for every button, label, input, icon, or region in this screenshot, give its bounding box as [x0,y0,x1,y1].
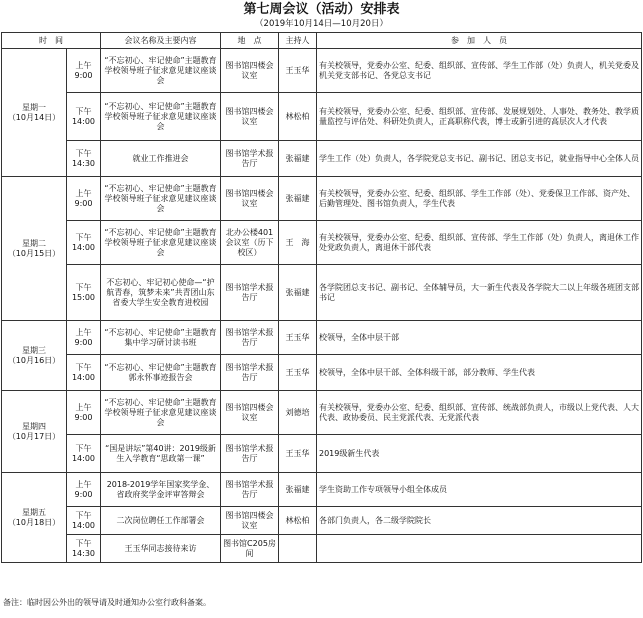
table-row [2,49,642,93]
meeting-place: 图书馆四楼会议室 [221,507,279,535]
meeting-host: 王玉华 [279,321,317,355]
meeting-host: 王玉华 [279,355,317,391]
period: 上午 [75,327,92,337]
meeting-host: 张福建 [279,141,317,177]
meeting-attendees: 学生工作（处）负责人，各学院党总支书记、副书记、团总支书记，就业指导中心全体人员 [317,141,642,177]
day-cell [2,391,67,473]
meeting-attendees [317,535,642,563]
time-cell [67,473,101,507]
meeting-attendees: 有关校领导，党委办公室、纪委、组织部、宣传部、发展规划处、人事处、教务处、教学质量监控与评估处、科研处负责人，正高职称代表，博士或新引进的高层次人才代表 [317,93,642,141]
table-row [2,535,642,563]
meeting-name: “国是讲坛”第40讲：2019级新生入学教育“思政第一课” [101,435,221,473]
meeting-place: 北办公楼401会议室（历下校区） [221,221,279,265]
period: 上午 [75,188,92,198]
time-cell [67,221,101,265]
meeting-name: “不忘初心、牢记使命”主题教育学校领导班子征求意见建议座谈会 [101,177,221,221]
meeting-attendees: 校领导，全体中层干部、全体科级干部，部分教师、学生代表 [317,355,642,391]
meeting-place: 图书馆学术报告厅 [221,473,279,507]
time-cell [67,49,101,93]
meeting-attendees: 有关校领导，党委办公室、纪委、组织部、宣传部、统战部负责人，市级以上党代表、人大代表、政协委员、民主党派代表、无党派代表 [317,391,642,435]
period: 下午 [75,443,92,453]
meeting-attendees: 各部门负责人，各二级学院院长 [317,507,642,535]
day-date: （10月18日） [7,517,61,527]
meeting-place: 图书馆C205房间 [221,535,279,563]
day-date: （10月14日） [7,112,61,122]
meeting-name: 二次岗位聘任工作部署会 [101,507,221,535]
table-row [2,355,642,391]
time: 14:00 [71,372,96,382]
table-row [2,93,642,141]
meeting-name: “不忘初心、牢记使命”主题教育学校领导班子征求意见建议座谈会 [101,93,221,141]
meeting-place: 图书馆学术报告厅 [221,141,279,177]
table-row [2,507,642,535]
day-cell [2,321,67,391]
period: 下午 [75,232,92,242]
meeting-name: 就业工作推进会 [101,141,221,177]
time-cell [67,435,101,473]
day-cell [2,177,67,321]
period: 下午 [75,538,92,548]
header-attendees: 参 加 人 员 [317,33,642,49]
table-row [2,177,642,221]
time-cell [67,391,101,435]
header-time: 时 间 [2,33,101,49]
period: 上午 [75,402,92,412]
time-cell [67,321,101,355]
time-cell [67,177,101,221]
period: 下午 [75,148,92,158]
footnote: 备注：临时因公外出的领导请及时通知办公室行政科备案。 [3,598,211,607]
meeting-host: 刘德培 [279,391,317,435]
meeting-name: “不忘初心、牢记使命”主题教育学校领导班子征求意见建议座谈会 [101,49,221,93]
day-cell [2,49,67,177]
meeting-host: 王 海 [279,221,317,265]
meeting-attendees: 有关校领导，党委办公室、纪委、组织部、学生工作部（处）、党委保卫工作部、资产处、后勤管理处、图书馆负责人，学生代表 [317,177,642,221]
time: 9:00 [74,337,93,347]
day-date: （10月16日） [7,355,61,365]
meeting-place: 图书馆四楼会议室 [221,177,279,221]
period: 上午 [75,60,92,70]
day-label: 星期一 [22,102,46,112]
table-row [2,435,642,473]
header-name: 会议名称及主要内容 [101,33,221,49]
meeting-name: 王玉华同志接待来访 [101,535,221,563]
period: 下午 [75,106,92,116]
header-host: 主持人 [279,33,317,49]
meeting-name: 2018-2019学年国家奖学金、省政府奖学金评审答辩会 [101,473,221,507]
meeting-attendees: 学生资助工作专项领导小组全体成员 [317,473,642,507]
day-date: （10月15日） [7,248,61,258]
header-place: 地 点 [221,33,279,49]
time: 9:00 [74,70,93,80]
meeting-host: 王玉华 [279,435,317,473]
schedule-table [1,32,642,563]
day-date: （10月17日） [7,431,61,441]
meeting-place: 图书馆学术报告厅 [221,355,279,391]
time: 14:00 [71,520,96,530]
period: 下午 [75,510,92,520]
date-range: （2019年10月14日—10月20日） [255,19,388,29]
meeting-name: “不忘初心、牢记使命”主题教育郭永怀事迹报告会 [101,355,221,391]
time-cell [67,507,101,535]
meeting-place: 图书馆学术报告厅 [221,321,279,355]
time: 14:00 [71,116,96,126]
meeting-attendees: 各学院团总支书记、副书记、全体辅导员，大一新生代表及各学院大二以上年级各班团支部书记 [317,265,642,321]
period: 上午 [75,479,92,489]
time: 14:00 [71,453,96,463]
time-cell [67,141,101,177]
page-title: 第七周会议（活动）安排表 [243,2,400,17]
meeting-place: 图书馆学术报告厅 [221,265,279,321]
period: 下午 [75,362,92,372]
period: 下午 [75,282,92,292]
time: 14:30 [71,548,96,558]
time-cell [67,355,101,391]
meeting-place: 图书馆学术报告厅 [221,435,279,473]
time-cell [67,265,101,321]
table-row [2,265,642,321]
table-row [2,321,642,355]
meeting-name: “不忘初心、牢记使命”主题教育集中学习研讨读书班 [101,321,221,355]
day-label: 星期二 [22,238,46,248]
table-row [2,221,642,265]
table-row [2,141,642,177]
meeting-host: 张福建 [279,177,317,221]
meeting-name: “不忘初心、牢记使命”主题教育学校领导班子征求意见建议座谈会 [101,221,221,265]
meeting-host: 张福建 [279,265,317,321]
time: 14:30 [71,158,96,168]
meeting-host: 张福建 [279,473,317,507]
time-cell [67,535,101,563]
table-row [2,391,642,435]
time: 9:00 [74,198,93,208]
meeting-host [279,535,317,563]
time-cell [67,93,101,141]
meeting-host: 林松柏 [279,93,317,141]
meeting-place: 图书馆四楼会议室 [221,93,279,141]
meeting-attendees: 2019级新生代表 [317,435,642,473]
time: 14:00 [71,242,96,252]
header-row [2,33,642,49]
meeting-attendees: 有关校领导，党委办公室、纪委、组织部、宣传部、学生工作部（处）负责人，机关党委及机关党支部书记、各党总支书记 [317,49,642,93]
meeting-name: “不忘初心、牢记使命”主题教育学校领导班子征求意见建议座谈会 [101,391,221,435]
meeting-attendees: 校领导，全体中层干部 [317,321,642,355]
meeting-attendees: 有关校领导，党委办公室、纪委、组织部、宣传部、学生工作部（处）负责人，离退休工作处党政负责人，离退休干部代表 [317,221,642,265]
meeting-host: 王玉华 [279,49,317,93]
meeting-place: 图书馆四楼会议室 [221,49,279,93]
day-label: 星期五 [22,507,46,517]
day-cell [2,473,67,563]
meeting-place: 图书馆四楼会议室 [221,391,279,435]
meeting-host: 林松柏 [279,507,317,535]
time: 15:00 [71,292,96,302]
meeting-name: 不忘初心、牢记初心使命—“护航青春，筑梦未来”共青团山东省委大学生安全教育进校园 [101,265,221,321]
day-label: 星期三 [22,345,46,355]
day-label: 星期四 [22,421,46,431]
time: 9:00 [74,412,93,422]
table-row [2,473,642,507]
time: 9:00 [74,489,93,499]
